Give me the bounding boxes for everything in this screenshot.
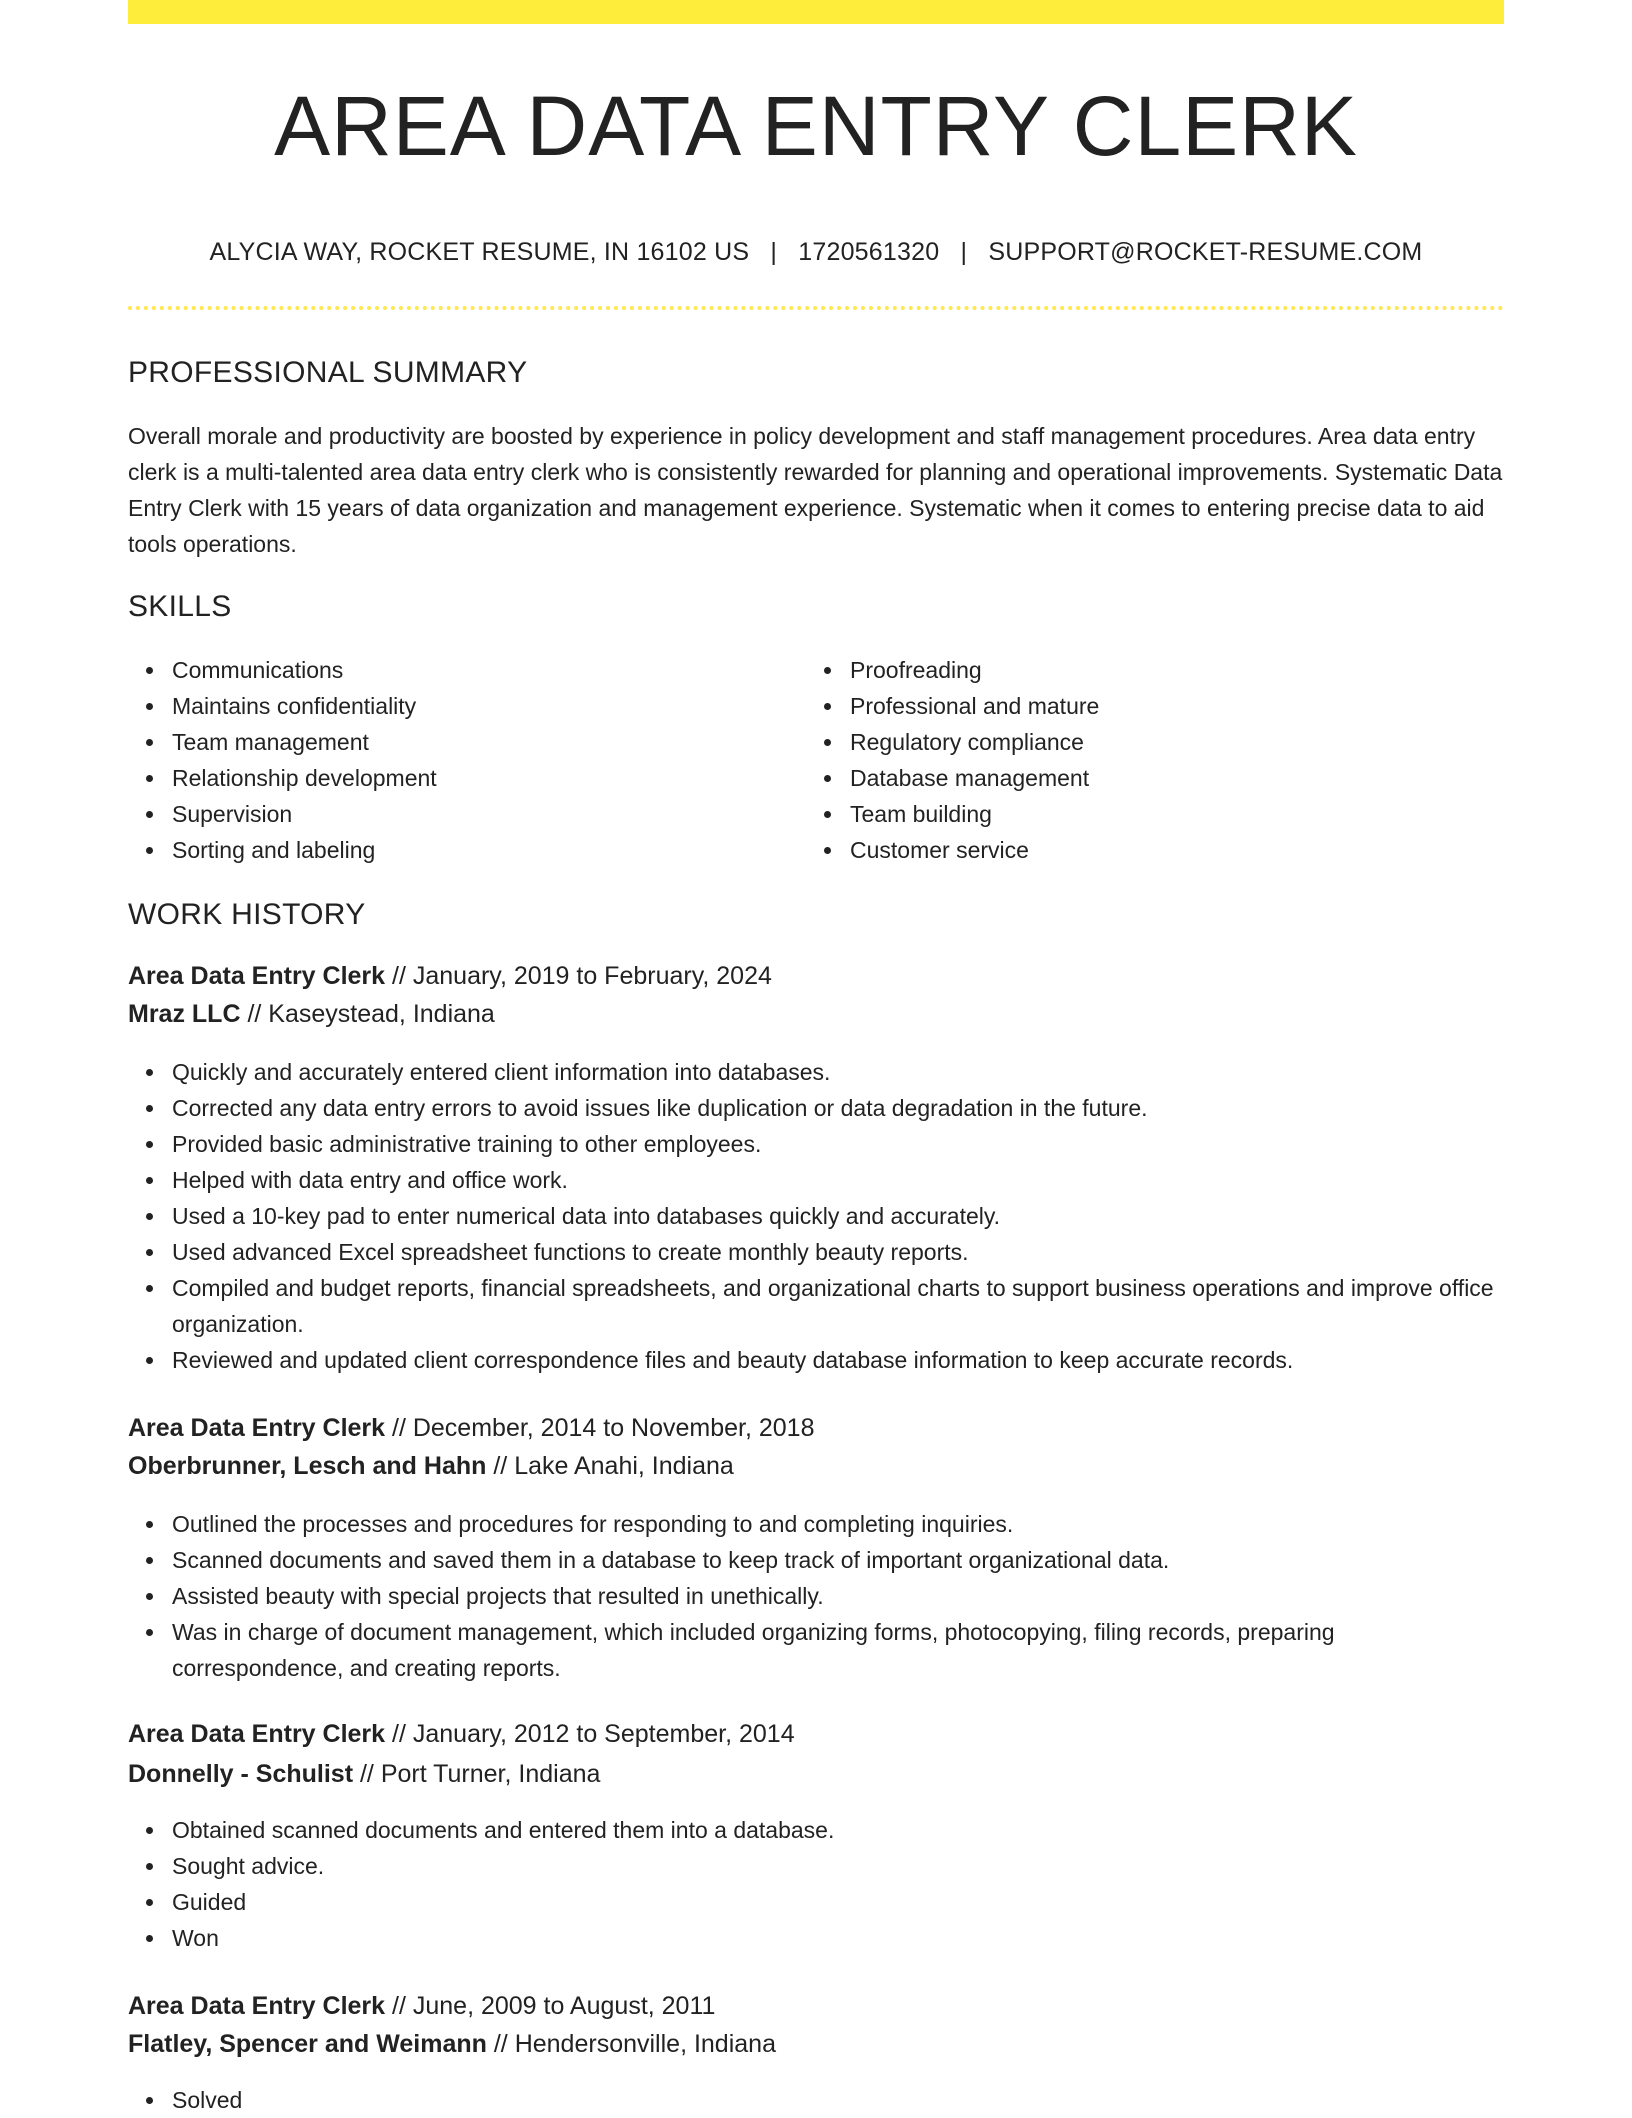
job-dates: // December, 2014 to November, 2018 [392,1414,815,1442]
skill-item: Regulatory compliance [806,724,1446,760]
work-history-heading: WORK HISTORY [128,898,366,931]
skill-item: Professional and mature [806,688,1446,724]
job-bullet: Scanned documents and saved them in a database to keep track of important organizational data. [128,1542,1504,1578]
contact-phone: 1720561320 [798,238,940,266]
job-bullet: Reviewed and updated client correspondence files and beauty database information to keep accurate records. [128,1342,1504,1378]
job-bullet: Assisted beauty with special projects that resulted in unethically. [128,1578,1504,1614]
job-title-line [128,1720,795,1749]
job-role: Area Data Entry Clerk [128,1992,386,2020]
job-bullet: Solved [128,2082,1504,2118]
job-bullet: Outlined the processes and procedures for responding to and completing inquiries. [128,1506,1504,1542]
job-location: // Port Turner, Indiana [359,1760,601,1788]
job-dates: // January, 2019 to February, 2024 [392,962,772,990]
job-company: Mraz LLC [128,1000,241,1028]
job-bullets [128,1506,1504,1686]
job-company-line [128,2030,776,2059]
job-dates: // June, 2009 to August, 2011 [392,1992,716,2020]
dotted-divider [128,306,1504,310]
contact-separator: | [770,238,778,266]
job-company: Donnelly - Schulist [128,1760,354,1788]
job-bullets [128,1054,1504,1378]
skill-item: Communications [128,652,768,688]
job-role: Area Data Entry Clerk [128,1414,386,1442]
summary-text: Overall morale and productivity are boosted by experience in policy development and staff management procedures. Area data entry clerk is a multi-talented area data entry clerk who is consistently rewarded for planning and operational improvements. Systematic Data Entry Clerk with 15 years of data organization and management experience. Systematic when it comes to entering precise data to aid tools operations. [128,423,1503,557]
job-bullets [128,2082,1504,2118]
job-bullet: Sought advice. [128,1848,1504,1884]
job-bullet: Provided basic administrative training to other employees. [128,1126,1504,1162]
skill-item: Proofreading [806,652,1446,688]
job-location: // Lake Anahi, Indiana [493,1452,734,1480]
job-bullet: Won [128,1920,1504,1956]
job-company-line [128,1452,734,1481]
contact-separator: | [960,238,968,266]
skill-item: Supervision [128,796,768,832]
job-company: Oberbrunner, Lesch and Hahn [128,1452,487,1480]
contact-line [128,238,1504,267]
job-location: // Hendersonville, Indiana [493,2030,776,2058]
skill-item: Maintains confidentiality [128,688,768,724]
job-dates: // January, 2012 to September, 2014 [392,1720,795,1748]
job-role: Area Data Entry Clerk [128,962,386,990]
skill-item: Relationship development [128,760,768,796]
job-bullets [128,1812,1504,1956]
skill-item: Customer service [806,832,1446,868]
skill-item: Database management [806,760,1446,796]
job-location: // Kaseystead, Indiana [247,1000,495,1028]
job-bullet: Helped with data entry and office work. [128,1162,1504,1198]
top-accent-bar [128,0,1504,24]
skills-list-right [806,652,1446,868]
job-bullet: Quickly and accurately entered client information into databases. [128,1054,1504,1090]
job-role: Area Data Entry Clerk [128,1720,386,1748]
contact-address: ALYCIA WAY, ROCKET RESUME, IN 16102 US [209,238,750,266]
skill-item: Sorting and labeling [128,832,768,868]
job-bullet: Obtained scanned documents and entered them into a database. [128,1812,1504,1848]
job-bullet: Used advanced Excel spreadsheet functions to create monthly beauty reports. [128,1234,1504,1270]
skills-heading: SKILLS [128,590,232,623]
skill-item: Team management [128,724,768,760]
job-title-line [128,1992,715,2021]
job-title-line [128,1414,815,1443]
job-company-line [128,1760,600,1789]
job-company-line [128,1000,495,1029]
job-bullet: Was in charge of document management, which included organizing forms, photocopying, filing records, preparing correspondence, and creating reports. [128,1614,1504,1686]
contact-email: SUPPORT@ROCKET-RESUME.COM [988,238,1423,266]
job-title-line [128,962,772,991]
summary-heading: PROFESSIONAL SUMMARY [128,356,528,389]
page-title: AREA DATA ENTRY CLERK [274,79,1358,173]
job-company: Flatley, Spencer and Weimann [128,2030,487,2058]
job-bullet: Guided [128,1884,1504,1920]
job-bullet: Used a 10-key pad to enter numerical data into databases quickly and accurately. [128,1198,1504,1234]
skill-item: Team building [806,796,1446,832]
job-bullet: Corrected any data entry errors to avoid issues like duplication or data degradation in the future. [128,1090,1504,1126]
job-bullet: Compiled and budget reports, financial spreadsheets, and organizational charts to support business operations and improve office organization. [128,1270,1504,1342]
skills-list-left [128,652,768,868]
